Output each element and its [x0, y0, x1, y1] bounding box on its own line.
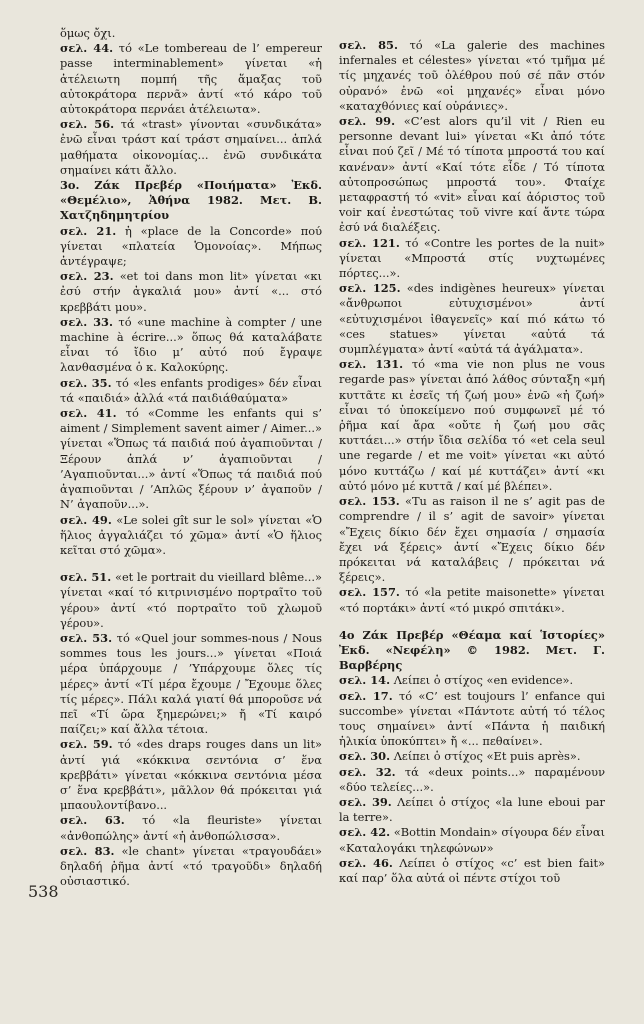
correction-entry: [339, 795, 605, 825]
correction-entry: [60, 813, 322, 843]
section-heading: [60, 178, 322, 224]
correction-entry: [60, 117, 322, 178]
entry-text: τό «La galerie des machines infernales et célestes» γίνεται «τό τμῆμα μέ τίς μηχανές τοῦ ὀλέθρου πού σέ πᾶν στόν οὐρανό» ἐνῶ «οἱ μηχανές» εἶναι μόνο «καταχθόνιες καί οὐράνιες».: [339, 38, 606, 113]
entry-text: ἡ «place de la Concorde» πού γίνεται «πλατεία Ὁμονοίας». Μήπως ἀντέγραψε;: [60, 223, 322, 269]
correction-entry: [60, 376, 322, 406]
entry-text: Λείπει ὁ στίχος «c’ est bien fait» καί παρ’ ὅλα αὐτά οἱ πέντε στίχοι τοῦ: [339, 855, 605, 885]
page-reference: σελ. 51.: [60, 570, 112, 585]
page-reference: σελ. 153.: [339, 494, 400, 509]
entry-text: «et toi dans mon lit» γίνεται «κι ἐσύ στήν ἀγκαλιά μου» ἀντί «... στό κρεββάτι μου».: [60, 269, 322, 314]
correction-entry: [60, 513, 322, 559]
page-reference: σελ. 53.: [60, 630, 113, 645]
heading-text: 4ο Ζάκ Πρεβέρ «Θέαμα καί Ἱστορίες» Ἐκδ. «Νεφέλη» © 1982. Μετ. Γ. Βαρβέρης: [339, 627, 605, 673]
page-reference: σελ. 59.: [60, 737, 113, 752]
entry-text: «C’est alors qu’il vit / Rien eu personne devant lui» γίνεται «Κι ἀπό τότε εἶναι πού ζεῖ / Μέ τό τίποτα μπροστά του καί κανέναν» ἀντί «Καί τότε εἶδε / Τό τίποτα αὐτοπροσώπως μπροστά του». Φταίχε μεταφραστή τό «vit» εἶναι καί ἀόριστος τοῦ voir καί ἐνεστώτας τοῦ vivre καί ἄντε τώρα ἐσύ νά διαλέξεις.: [339, 114, 605, 235]
entry-text: τό «Contre les portes de la nuit» γίνεται «Μπροστά στίς νυχτωμένες πόρτες...».: [339, 235, 606, 281]
section-gap: [339, 616, 605, 628]
entry-text: τό «la petite maisonette» γίνεται «τό πορτάκι» ἀντί «τό μικρό σπιτάκι».: [339, 585, 605, 615]
page-reference: σελ. 35.: [60, 375, 112, 390]
section-gap: [60, 558, 322, 570]
entry-text: «le chant» γίνεται «τραγουδάει» δηλαδή ῥῆμα ἀντί «τό τραγοῦδι» δηλαδή οὐσιαστικό.: [60, 843, 322, 889]
correction-entry: [60, 844, 322, 890]
page-reference: σελ. 99.: [339, 114, 396, 129]
page-reference: σελ. 63.: [60, 813, 125, 828]
entry-text: τό «Quel jour sommes-nous / Nous sommes tous les jours...» γίνεται «Ποιά μέρα ὑπάρχουμε / ’Υπάρχουμε ὅλες τίς μέρες» ἀντί «Τί μέρα ἔχουμε / Ἔχουμε ὅλες τίς μέρες». Πάλι καλά γιατί θά μποροῦσε νά πεῖ «Τί ὥρα ξημερώνει;» ἤ «Τί καιρό παίζει;» καί ἄλλα τέτοια.: [60, 630, 322, 737]
entry-text: Λείπει ὁ στίχος «Et puis après».: [393, 749, 581, 764]
page-reference: σελ. 157.: [339, 585, 400, 600]
correction-entry: [339, 689, 605, 750]
correction-entry: [60, 631, 322, 737]
page-reference: σελ. 46.: [339, 855, 393, 870]
correction-entry: [60, 41, 322, 117]
correction-entry: [60, 570, 322, 631]
correction-entry: [339, 38, 605, 114]
page-reference: σελ. 83.: [60, 843, 115, 858]
correction-entry: [339, 856, 605, 886]
entry-text: Λείπει ὁ στίχος «en evidence».: [393, 673, 574, 688]
right-column: [339, 38, 605, 886]
page-reference: σελ. 56.: [60, 117, 115, 132]
page-number: 538: [28, 882, 59, 901]
entry-text: τά «trast» γίνονται «συνδικάτα» ἐνῶ εἶναι τράστ καί τράστ σημαίνει... ἁπλά μαθήματα οἰκονομίας... ἐνῶ συνδικάτα σημαίνει κάτι ἄλλο.: [60, 117, 322, 177]
correction-entry: [60, 406, 322, 512]
page-reference: σελ. 41.: [60, 406, 117, 421]
entry-text: Λείπει ὁ στίχος «la lune eboui par la terre».: [339, 794, 605, 825]
correction-entry: [339, 765, 605, 795]
section-heading: [339, 628, 605, 674]
page-reference: σελ. 121.: [339, 235, 400, 250]
correction-entry: [339, 749, 605, 764]
entry-text: «Le solei gît sur le sol» γίνεται «Ὁ ἥλιος ἀγγαλιάζει τό χῶμα» ἀντί «Ὁ ἥλιος κεῖται στό χῶμα».: [60, 512, 323, 557]
correction-entry: [60, 315, 322, 376]
entry-text: τό «les enfants prodiges» δέν εἶναι τά «παιδιά» ἀλλά «τά παιδιάθαύματα»: [60, 375, 322, 405]
correction-entry: [339, 236, 605, 282]
entry-text: τό «Le tombereau de l’ empereur passe interminablement» γίνεται «ἡ ἀτέλειωτη πομπή τῆς ἅμαξας τοῦ αὐτοκράτορα περνᾶ» ἀντί «τό κάρο τοῦ αὐτοκράτορα περνάει ἀτέλειωτα».: [60, 41, 322, 117]
page-reference: σελ. 42.: [339, 825, 391, 840]
correction-entry: [60, 269, 322, 315]
entry-text: «Tu as raison il ne s’ agit pas de comprendre / il s’ agit de savoir» γίνεται «Ἔχεις δίκιο δέν ἔχει σημασία / σημασία ἔχει νά ξέρεις» ἀντί «Ἔχεις δίκιο δέν πρόκειται νά καταλάβεις / πρόκειται νά ξέρεις».: [339, 494, 605, 585]
entry-text: τό «Comme les enfants qui s’ aiment / Simplement savent aimer / Aimer...» γίνεται «Ὅπως τά παιδιά πού ἀγαπιοῦνται / Ξέρουν ἁπλά ν’ ἀγαπιοῦνται / ’Αγαπιοῦνται...» ἀντί «Ὅπως τά παιδιά πού ἀγαπιοῦνται / ’Απλῶς ξέρουν ν’ ἀγαποῦν / Ν’ ἀγαποῦν...».: [60, 406, 323, 512]
heading-text: 3ο. Ζάκ Πρεβέρ «Ποιήματα» Ἐκδ. «Θεμέλιο», Ἀθήνα 1982. Μετ. Β. Χατζηδημητρίου: [60, 178, 322, 223]
page-reference: σελ. 85.: [339, 38, 398, 52]
page-reference: σελ. 14.: [339, 673, 391, 688]
correction-entry: [339, 357, 605, 494]
entry-text: τό «C’ est toujours l’ enfance qui succombe» γίνεται «Πάντοτε αὐτή τό τέλος τους σημαίνει» ἀντί «Πάντα ἡ παιδική ἡλικία ὑποκύπτει» ἤ «... πεθαίνει».: [339, 688, 606, 749]
page-reference: σελ. 23.: [60, 269, 114, 284]
correction-entry: [60, 224, 322, 270]
entry-text: τό «une machine à compter / une machine à écrire...» ὅπως θά καταλάβατε εἶναι τό ἴδιο μ’ αὐτό πού ἔγραψε λανθασμένα ὁ κ. Καλοκύρης.: [60, 314, 322, 375]
correction-entry: [339, 494, 605, 585]
entry-text: «et le portrait du vieillard blême...» γίνεται «καί τό κιτρινισμένο πορτραῖτο τοῦ γέρου» ἀντί «τό πορτραῖτο τοῦ χλωμοῦ γέρου».: [60, 570, 323, 630]
entry-text: «Bottin Mondain» σίγουρα δέν εἶναι «Καταλογάκι τηλεφώνων»: [339, 825, 606, 855]
entry-text: τό «la fleuriste» γίνεται «ἀνθοπώλης» ἀντί «ἡ ἀνθοπώλισσα».: [60, 813, 322, 843]
page-reference: σελ. 49.: [60, 512, 112, 527]
correction-entry: [339, 114, 605, 236]
entry-text: «des indigènes heureux» γίνεται «ἄνθρωποι εὐτυχισμένοι» ἀντί «εὐτυχισμένοι ἰθαγενεῖς» καί πιό κάτω τό «ces statues» γίνεται «αὐτά τά συμπλέγματα» ἀντί «αὐτά τά ἀγάλματα».: [339, 281, 606, 357]
correction-entry: [339, 673, 605, 688]
correction-entry: [339, 281, 605, 357]
page-reference: σελ. 21.: [60, 223, 117, 238]
page-reference: σελ. 32.: [339, 764, 396, 779]
page-reference: σελ. 131.: [339, 357, 404, 372]
entry-text: ὅμως ὄχι.: [60, 26, 116, 40]
correction-entry: [60, 737, 322, 813]
entry-text: τό «ma vie non plus ne vous regarde pas» γίνεται ἀπό λάθος σύνταξη «μή κυττᾶτε κι ἐσεῖς τή ζωή μου» ἐνῶ «ἡ ζωή» εἶναι τό ὑποκείμενο πού συμφωνεῖ μέ τό ῥῆμα καί ἄρα «οὔτε ἡ ζωή μου σᾶς κυττάει...» στήν ἴδια σελίδα τό «et cela seul une regarde / et me voit» γίνεται «κι αὐτό μόνο κυττάζω / καί μέ κυττάζει» ἀντί «κι αὐτό μόνο μέ κυττᾶ / καί μέ βλέπει».: [339, 357, 606, 493]
correction-entry: [339, 825, 605, 855]
page-reference: σελ. 30.: [339, 749, 391, 764]
correction-entry: [60, 26, 322, 41]
entry-text: τό «des draps rouges dans un lit» ἀντί γιά «κόκκινα σεντόνια σ’ ἕνα κρεββάτι» γίνεται «κόκκινα σεντόνια μέσα σ’ ἕνα κρεββάτι», μᾶλλον θά πρόκειται γιά μπαουλοντίβανο...: [60, 737, 322, 813]
page-reference: σελ. 33.: [60, 314, 113, 329]
entry-text: τά «deux points...» παραμένουν «δύο τελείες...».: [339, 764, 605, 794]
page-reference: σελ. 125.: [339, 281, 401, 296]
page-reference: σελ. 44.: [60, 41, 114, 56]
page-reference: σελ. 17.: [339, 688, 393, 703]
page-reference: σελ. 39.: [339, 794, 392, 809]
correction-entry: [339, 585, 605, 615]
left-column: [60, 26, 322, 889]
